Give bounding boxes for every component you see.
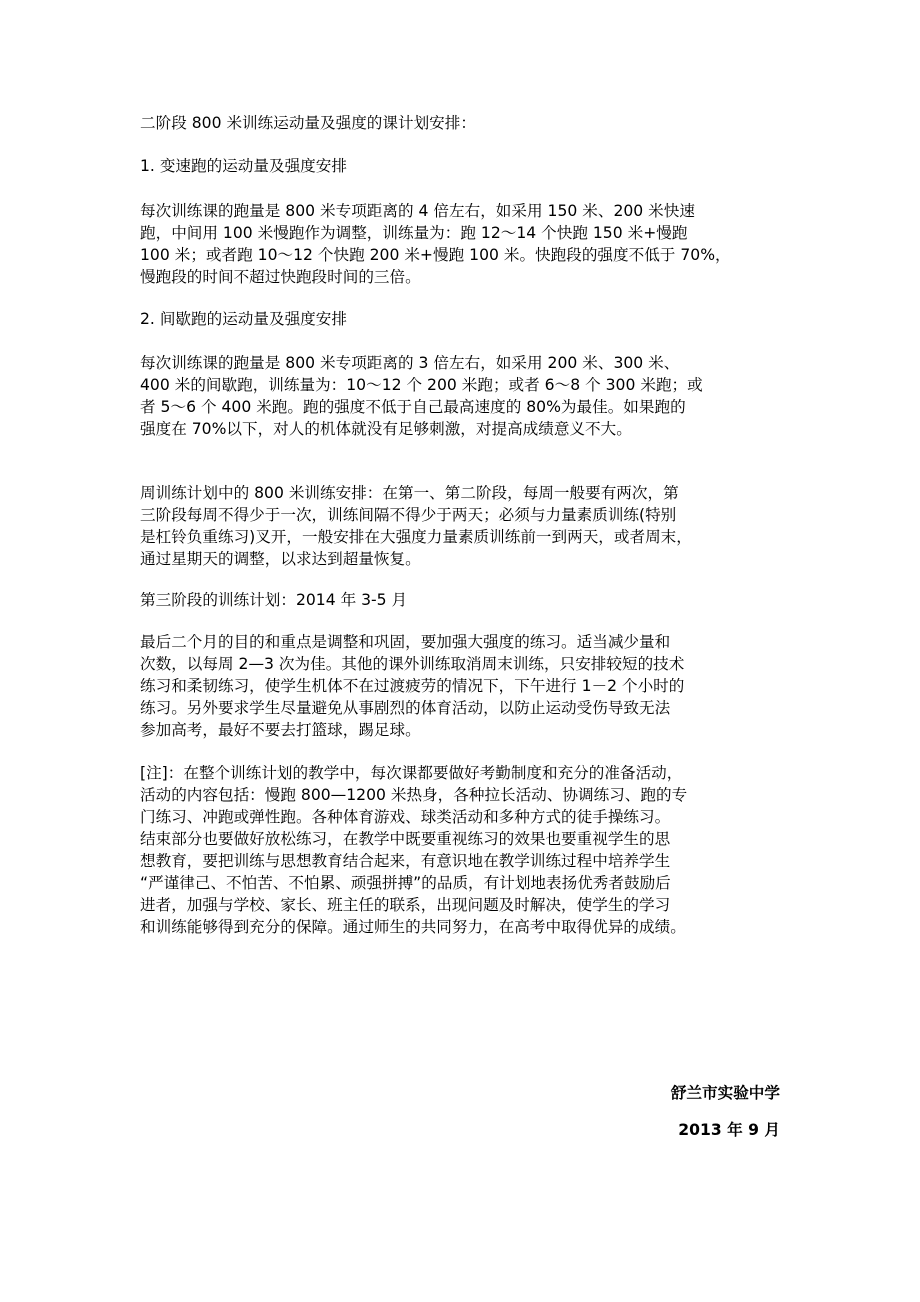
paragraph-line: 练习。另外要求学生尽量避免从事剧烈的体育活动，以防止运动受伤导致无法 <box>140 699 671 717</box>
paragraph-line: 通过星期天的调整，以求达到超量恢复。 <box>140 550 421 568</box>
paragraph-line: 者 5～6 个 400 米跑。跑的强度不低于自己最高速度的 80%为最佳。如果跑的 <box>140 398 686 416</box>
paragraph-line: 400 米的间歇跑，训练量为：10～12 个 200 米跑；或者 6～8 个 300 米跑；或 <box>140 376 703 394</box>
paragraph-line: 结束部分也要做好放松练习，在教学中既要重视练习的效果也要重视学生的思 <box>140 830 671 848</box>
paragraph-line: [注]：在整个训练计划的教学中，每次课都要做好考勤制度和充分的准备活动， <box>140 764 683 782</box>
paragraph-line: 进者，加强与学校、家长、班主任的联系，出现问题及时解决，使学生的学习 <box>140 896 671 914</box>
weekly-plan-paragraph <box>140 482 692 570</box>
paragraph-line: 每次训练课的跑量是 800 米专项距离的 3 倍左右，如采用 200 米、300 米、 <box>140 354 680 372</box>
paragraph-line: 每次训练课的跑量是 800 米专项距离的 4 倍左右，如采用 150 米、200 米快速 <box>140 202 695 220</box>
signature-date: 2013 年 9 月 <box>678 1121 780 1139</box>
paragraph-line: 100 米；或者跑 10～12 个快跑 200 米+慢跑 100 米。快跑段的强度不低于 70%， <box>140 246 731 264</box>
stage3-title: 第三阶段的训练计划：2014 年 3-5 月 <box>140 591 408 609</box>
paragraph-line: 最后二个月的目的和重点是调整和巩固，要加强大强度的练习。适当减少量和 <box>140 633 671 651</box>
section2-paragraph <box>140 352 703 440</box>
signature-organization: 舒兰市实验中学 <box>670 1084 780 1102</box>
paragraph-line: “严谨律己、不怕苦、不怕累、顽强拼搏”的品质，有计划地表扬优秀者鼓励后 <box>140 874 671 892</box>
paragraph-line: 和训练能够得到充分的保障。通过师生的共同努力，在高考中取得优异的成绩。 <box>140 918 686 936</box>
document-heading: 二阶段 800 米训练运动量及强度的课计划安排： <box>140 114 476 132</box>
section1-title: 1. 变速跑的运动量及强度安排 <box>140 157 347 175</box>
paragraph-line: 跑，中间用 100 米慢跑作为调整，训练量为：跑 12～14 个快跑 150 米+慢跑 <box>140 224 688 242</box>
paragraph-line: 次数，以每周 2—3 次为佳。其他的课外训练取消周末训练，只安排较短的技术 <box>140 655 685 673</box>
paragraph-line: 活动的内容包括：慢跑 800—1200 米热身，各种拉长活动、协调练习、跑的专 <box>140 786 688 804</box>
paragraph-line: 门练习、冲跑或弹性跑。各种体育游戏、球类活动和多种方式的徒手操练习。 <box>140 808 671 826</box>
note-paragraph <box>140 762 687 938</box>
paragraph-line: 周训练计划中的 800 米训练安排：在第一、第二阶段，每周一般要有两次，第 <box>140 484 679 502</box>
paragraph-line: 想教育，要把训练与思想教育结合起来，有意识地在教学训练过程中培养学生 <box>140 852 671 870</box>
paragraph-line: 三阶段每周不得少于一次，训练间隔不得少于两天；必须与力量素质训练(特别 <box>140 506 677 524</box>
paragraph-line: 参加高考，最好不要去打篮球，踢足球。 <box>140 721 421 739</box>
section2-title: 2. 间歇跑的运动量及强度安排 <box>140 310 347 328</box>
stage3-paragraph <box>140 631 684 741</box>
paragraph-line: 慢跑段的时间不超过快跑段时间的三倍。 <box>140 268 421 286</box>
paragraph-line: 练习和柔韧练习，使学生机体不在过渡疲劳的情况下，下午进行 1－2 个小时的 <box>140 677 685 695</box>
section1-paragraph <box>140 200 731 288</box>
paragraph-line: 是杠铃负重练习)叉开，一般安排在大强度力量素质训练前一到两天，或者周末， <box>140 528 692 546</box>
paragraph-line: 强度在 70%以下，对人的机体就没有足够刺激，对提高成绩意义不大。 <box>140 420 632 438</box>
